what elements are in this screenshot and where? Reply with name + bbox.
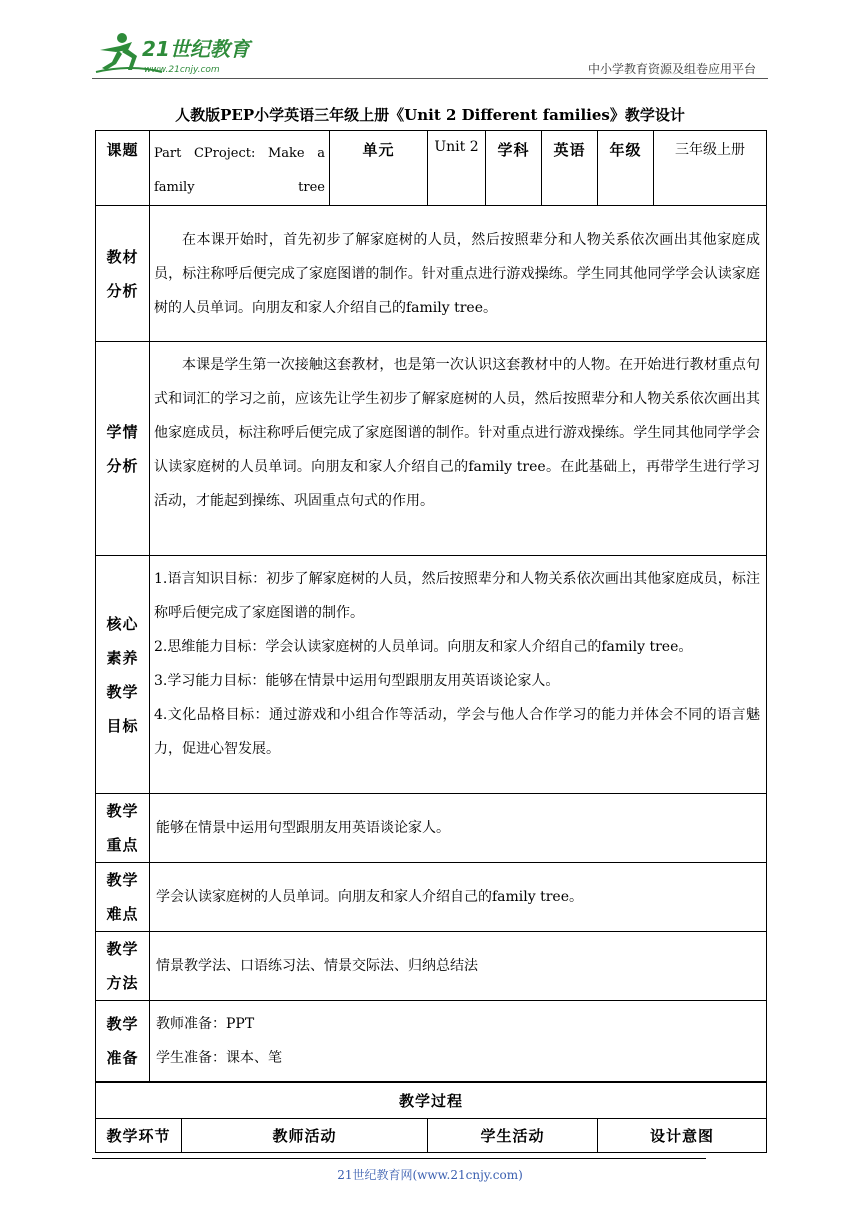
core-goals (150, 556, 767, 794)
topic-value: Part CProject: Make a family tree (150, 131, 330, 206)
core-label-3: 教学 (106, 682, 139, 701)
difficult-label-2: 难点 (106, 905, 139, 923)
student-text: 本课是学生第一次接触这套教材，也是第一次认识这套教材中的人物。在开始进行教材重点句式和词汇的学习之前，应该先让学生初步了解家庭树的人员，然后按照辈分和人物关系依次画出其他家庭成员，标注称呼后便完成了家庭图谱的制作。针对重点进行游戏操练。学生同其他同学学会认读家庭树的人员单词。向朋友和家人介绍自己的family tree。在此基础上，再带学生进行学习活动，才能起到操练、巩固重点句式的作用。 (150, 342, 767, 556)
process-title: 教学过程 (96, 1082, 767, 1118)
prep-text (150, 1001, 767, 1083)
core-label-1: 核心 (106, 614, 139, 633)
method-label-2: 方法 (106, 974, 139, 992)
student-label (96, 342, 150, 556)
table-row (96, 932, 767, 1001)
difficult-label (96, 863, 150, 932)
prep-student: 学生准备：课本、笔 (156, 1050, 282, 1066)
table-row (96, 131, 767, 206)
difficult-text: 学会认读家庭树的人员单词。向朋友和家人介绍自己的family tree。 (150, 863, 767, 932)
grade-value: 三年级上册 (654, 131, 767, 206)
process-header-stage: 教学环节 (96, 1118, 182, 1152)
table-row (96, 1001, 767, 1083)
header-divider (92, 78, 768, 79)
student-label-1: 学情 (106, 422, 139, 441)
core-label-4: 目标 (106, 716, 139, 735)
key-label-2: 重点 (106, 836, 139, 854)
logo (92, 28, 262, 80)
material-text: 在本课开始时，首先初步了解家庭树的人员，然后按照辈分和人物关系依次画出其他家庭成员，标注称呼后便完成了家庭图谱的制作。针对重点进行游戏操练。学生同其他同学学会认读家庭树的人员单词。向朋友和家人介绍自己的family tree。 (150, 206, 767, 342)
unit-label: 单元 (330, 131, 428, 206)
goal-3: 3.学习能力目标：能够在情景中运用句型跟朋友用英语谈论家人。 (154, 673, 560, 689)
process-header-teacher: 教师活动 (182, 1118, 428, 1152)
footer-text: 21世纪教育网(www.21cnjy.com) (337, 1168, 523, 1182)
prep-label-2: 准备 (106, 1049, 139, 1067)
goal-2: 2.思维能力目标：学会认读家庭树的人员单词。向朋友和家人介绍自己的family tree。 (154, 639, 693, 655)
table-row (96, 794, 767, 863)
subject-label: 学科 (486, 131, 542, 206)
logo-url: www.21cnjy.com (144, 65, 220, 75)
core-label (96, 556, 150, 794)
prep-teacher: 教师准备：PPT (156, 1016, 255, 1032)
difficult-label-1: 教学 (106, 871, 139, 889)
logo-text: 21世纪教育 (142, 37, 250, 61)
key-text: 能够在情景中运用句型跟朋友用英语谈论家人。 (150, 794, 767, 863)
material-label (96, 206, 150, 342)
platform-label: 中小学教育资源及组卷应用平台 (587, 62, 756, 76)
method-text: 情景教学法、口语练习法、情景交际法、归纳总结法 (150, 932, 767, 1001)
topic-label: 课题 (96, 131, 150, 206)
footer-divider (92, 1158, 706, 1159)
grade-label: 年级 (598, 131, 654, 206)
table-row (96, 206, 767, 342)
table-row (96, 1082, 767, 1118)
subject-value: 英语 (542, 131, 598, 206)
method-label (96, 932, 150, 1001)
method-label-1: 教学 (106, 940, 139, 958)
process-header-intent: 设计意图 (598, 1118, 767, 1152)
student-label-2: 分析 (106, 456, 139, 475)
key-label (96, 794, 150, 863)
prep-label-1: 教学 (106, 1015, 139, 1033)
material-label-2: 分析 (106, 281, 139, 300)
table-row (96, 1118, 767, 1152)
document-title: 人教版PEP小学英语三年级上册《Unit 2 Different families》教学设计 (175, 106, 685, 124)
goal-1: 1.语言知识目标：初步了解家庭树的人员，然后按照辈分和人物关系依次画出其他家庭成员，标注称呼后便完成了家庭图谱的制作。 (154, 571, 760, 621)
material-label-1: 教材 (106, 247, 139, 266)
lesson-plan-table (95, 130, 767, 1153)
core-label-2: 素养 (106, 648, 139, 667)
prep-label (96, 1001, 150, 1083)
goal-4: 4.文化品格目标：通过游戏和小组合作等活动，学会与他人合作学习的能力并体会不同的语言魅力，促进心智发展。 (154, 707, 760, 757)
logo-graphic (92, 28, 262, 80)
unit-value: Unit 2 (428, 131, 486, 206)
process-header-student: 学生活动 (428, 1118, 598, 1152)
table-row (96, 556, 767, 794)
key-label-1: 教学 (106, 802, 139, 820)
table-row (96, 863, 767, 932)
table-row (96, 342, 767, 556)
